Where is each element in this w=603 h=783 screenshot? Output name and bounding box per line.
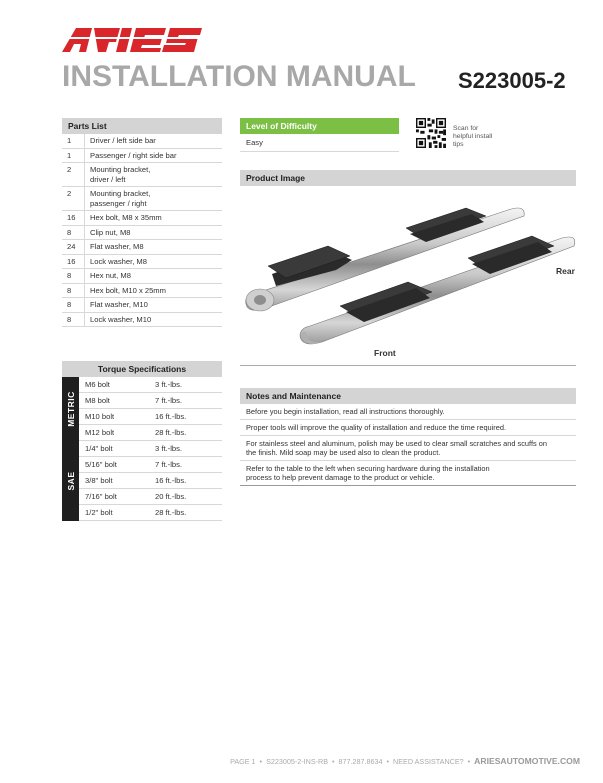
- parts-row: [62, 187, 222, 211]
- qr-caption: Scan for helpful install tips: [453, 125, 493, 148]
- parts-list: [62, 118, 222, 327]
- torque-row: [79, 377, 222, 393]
- parts-desc: Mounting bracket, driver / left: [84, 163, 172, 186]
- torque-row: [79, 505, 222, 521]
- parts-row: [62, 269, 222, 284]
- parts-qty: 16: [67, 213, 76, 222]
- note-item: Proper tools will improve the quality of installation and reduce the time required.: [240, 420, 576, 436]
- note-item: Before you begin installation, read all instructions thoroughly.: [240, 404, 576, 420]
- footer-doc-id: S223005-2-INS-RB: [266, 757, 329, 766]
- aries-logo: [62, 24, 212, 54]
- torque-value: 28 ft.-lbs.: [155, 508, 187, 517]
- parts-desc: Clip nut, M8: [84, 226, 222, 240]
- label-front: Front: [374, 348, 396, 358]
- parts-desc: Hex bolt, M8 x 35mm: [84, 211, 222, 225]
- footer-page: PAGE 1: [230, 757, 256, 766]
- torque-row: [79, 425, 222, 441]
- parts-desc: Flat washer, M8: [84, 240, 222, 254]
- note-item: Refer to the table to the left when securing hardware during the installation process to help prevent damage to the product or vehicle.: [240, 461, 576, 486]
- torque-value: 16 ft.-lbs.: [155, 412, 187, 421]
- parts-qty: 8: [67, 285, 72, 295]
- parts-qty: 8: [67, 227, 72, 237]
- notes-heading: Notes and Maintenance: [240, 388, 576, 404]
- side-bars-illustration: [240, 186, 576, 362]
- torque-value: 3 ft.-lbs.: [155, 444, 183, 453]
- parts-qty: 8: [67, 314, 72, 324]
- torque-group-label: [62, 377, 79, 441]
- torque-row: [79, 489, 222, 505]
- torque-value: 16 ft.-lbs.: [155, 476, 187, 485]
- torque-value: 7 ft.-lbs.: [155, 460, 183, 469]
- parts-qty: 2: [67, 189, 72, 198]
- parts-desc: Lock washer, M10: [84, 313, 222, 327]
- parts-row: [62, 313, 222, 328]
- parts-desc: Mounting bracket, passenger / right: [84, 187, 172, 210]
- difficulty-heading: Level of Difficulty: [240, 118, 399, 134]
- footer-website-link[interactable]: ARIESAUTOMOTIVE.COM: [474, 756, 580, 766]
- page-footer: PAGE 1 • S223005-2-INS-RB • 877.287.8634 • NEED ASSISTANCE? • ARIESAUTOMOTIVE.COM: [230, 756, 580, 766]
- parts-row: [62, 284, 222, 299]
- notes-and-maintenance: [240, 388, 576, 486]
- qr-code-icon[interactable]: [416, 118, 446, 148]
- footer-phone: 877.287.8634: [338, 757, 383, 766]
- torque-bolt: M8 bolt: [85, 396, 110, 405]
- parts-list-heading: Parts List: [62, 118, 222, 134]
- parts-row: [62, 226, 222, 241]
- parts-row: [62, 149, 222, 164]
- torque-bolt: 5/16" bolt: [85, 460, 117, 469]
- torque-row: [79, 441, 222, 457]
- torque-value: 28 ft.-lbs.: [155, 428, 187, 437]
- footer-assist: NEED ASSISTANCE?: [393, 757, 464, 766]
- parts-desc: Passenger / right side bar: [84, 149, 222, 163]
- divider: [240, 365, 576, 366]
- torque-bolt: M10 bolt: [85, 412, 115, 421]
- torque-heading: Torque Specifications: [62, 361, 222, 377]
- parts-qty: 8: [67, 300, 72, 309]
- torque-group-sae: [62, 441, 222, 521]
- torque-specifications: [62, 361, 222, 521]
- part-number: S223005-2: [458, 68, 566, 93]
- metric-label: METRIC: [65, 391, 76, 427]
- sae-label: SAE: [65, 471, 76, 491]
- parts-qty: 1: [67, 136, 72, 145]
- parts-desc: Driver / left side bar: [84, 134, 222, 148]
- parts-desc: Flat washer, M10: [84, 298, 222, 312]
- torque-row: [79, 393, 222, 409]
- parts-row: [62, 298, 222, 313]
- torque-bolt: 1/4" bolt: [85, 444, 113, 453]
- parts-qty: 2: [67, 165, 72, 174]
- torque-bolt: 7/16" bolt: [85, 492, 117, 501]
- torque-value: 7 ft.-lbs.: [155, 396, 183, 405]
- product-image-heading: Product Image: [240, 170, 576, 186]
- parts-desc: Hex nut, M8: [84, 269, 222, 283]
- torque-bolt: 3/8" bolt: [85, 476, 113, 485]
- parts-qty: 16: [67, 256, 76, 266]
- parts-row: [62, 255, 222, 270]
- torque-group-metric: [62, 377, 222, 441]
- torque-row: [79, 457, 222, 473]
- note-item: For stainless steel and aluminum, polish may be used to clear small scratches and scuffs on the finish. Mild soap may be used also to clean the product.: [240, 436, 576, 461]
- torque-group-label: [62, 441, 79, 521]
- parts-qty: 24: [67, 242, 76, 251]
- parts-row: [62, 211, 222, 226]
- parts-desc: Hex bolt, M10 x 25mm: [84, 284, 222, 298]
- difficulty-box: [240, 118, 399, 152]
- manual-title: INSTALLATION MANUAL: [62, 60, 416, 93]
- parts-qty: 8: [67, 271, 72, 280]
- parts-qty: 1: [67, 150, 72, 160]
- product-image-section: [240, 170, 576, 186]
- parts-desc: Lock washer, M8: [84, 255, 222, 269]
- parts-row: [62, 240, 222, 255]
- torque-row: [79, 409, 222, 425]
- difficulty-value: Easy: [240, 134, 399, 152]
- parts-row: [62, 134, 222, 149]
- torque-value: 3 ft.-lbs.: [155, 380, 183, 389]
- torque-bolt: M12 bolt: [85, 428, 115, 437]
- label-rear: Rear: [556, 266, 575, 276]
- torque-row: [79, 473, 222, 489]
- torque-value: 20 ft.-lbs.: [155, 492, 187, 501]
- parts-row: [62, 163, 222, 187]
- torque-bolt: M6 bolt: [85, 380, 110, 389]
- torque-bolt: 1/2" bolt: [85, 508, 113, 517]
